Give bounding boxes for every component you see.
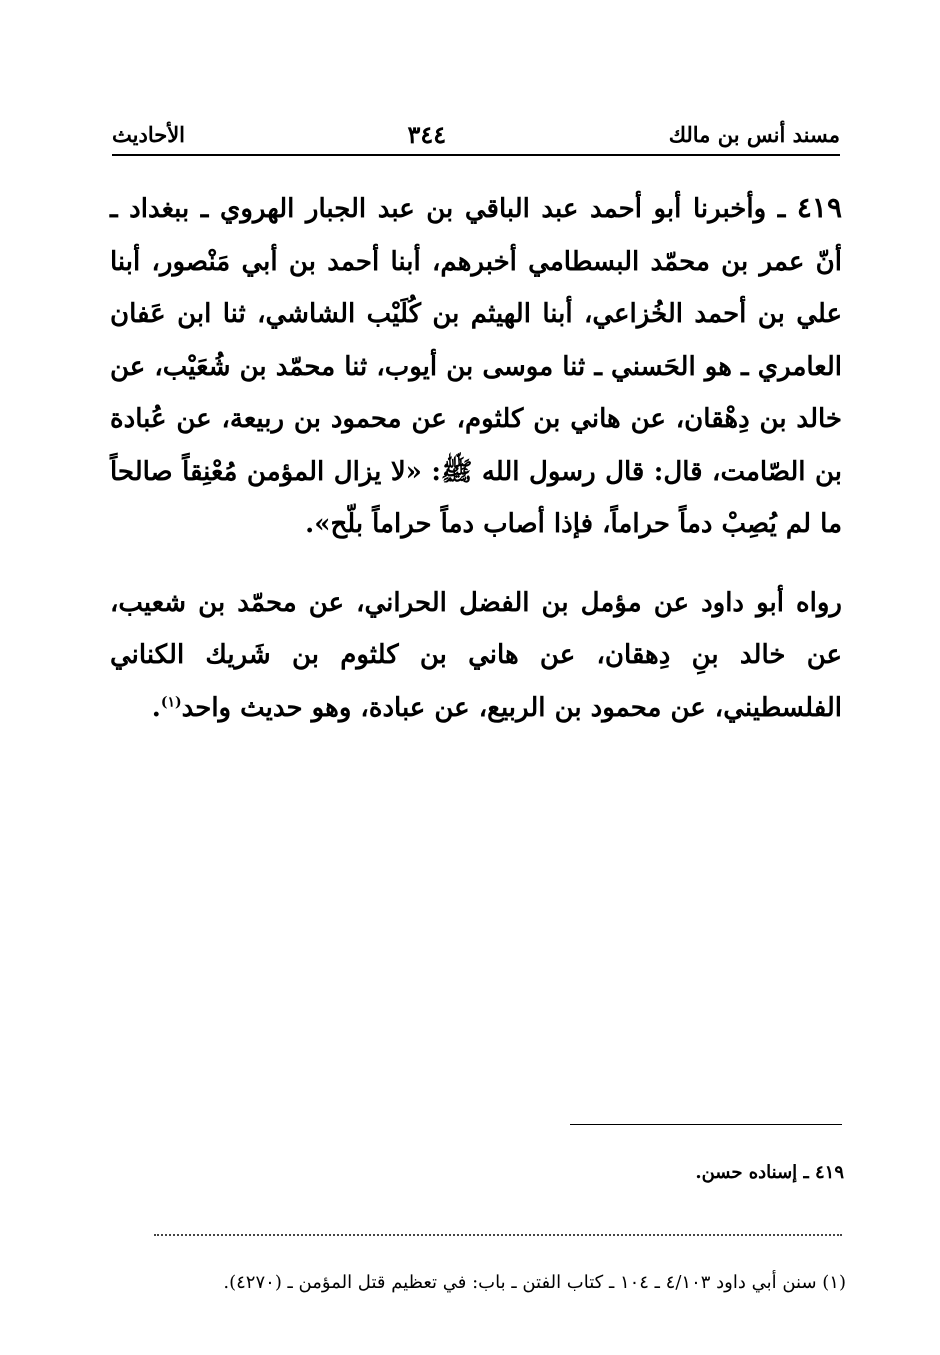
running-header (112, 118, 840, 152)
grading-text: ـ إسناده حسن. (695, 1162, 815, 1183)
section-title: الأحاديث (112, 122, 186, 147)
footnote-reference: (١) (160, 693, 182, 710)
takhrij-text: رواه أبو داود عن مؤمل بن الفضل الحراني، عن محمّد بن شعيب، عن خالد بنِ دِهقان، عن هاني بن كلثوم بن شَريك الكناني الفلسطيني، عن محمود بن الربيع، عن عبادة، وهو حديث واحد (110, 587, 842, 723)
dotted-separator (154, 1234, 842, 1236)
hadith-paragraph (110, 182, 842, 551)
page-number: ٣٤٤ (407, 120, 447, 149)
hadith-text: ـ وأخبرنا أبو أحمد عبد الباقي بن عبد الجبار الهروي ـ ببغداد ـ أنّ عمر بن محمّد البسطامي أخبرهم، أبنا أحمد بن أبي مَنْصور، أبنا علي بن أحمد الخُزاعي، أبنا الهيثم بن كُلَيْب الشاشي، ثنا ابن عَفان العامري ـ هو الحَسني ـ ثنا موسى بن أيوب، ثنا محمّد بن شُعَيْب، عن خالد بن دِهْقان، عن هاني بن كلثوم، عن محمود بن ربيعة، عن عُبادة بن الصّامت، قال: قال رسول الله ﷺ: «لا يزال المؤمن مُعْنِقاً صالحاً ما لم يُصِبْ دماً حراماً، فإذا أصاب دماً حراماً بلّح». (110, 194, 842, 539)
takhrij-paragraph (110, 577, 842, 735)
footnote-1-text: سنن أبي داود ٤/١٠٣ ـ ١٠٤ ـ كتاب الفتن ـ باب: في تعظيم قتل المؤمن ـ (٤٢٧٠). (223, 1272, 823, 1293)
header-rule (112, 154, 840, 156)
main-text (110, 182, 842, 734)
takhrij-end: . (151, 692, 161, 723)
book-title: مسند أنس بن مالك (668, 122, 840, 147)
footnote-rule (570, 1124, 842, 1125)
grading-number: ٤١٩ (814, 1162, 844, 1183)
hadith-number: ٤١٩ (796, 191, 842, 224)
grading-note (695, 1155, 844, 1191)
footnote-1 (223, 1265, 846, 1301)
footnote-1-marker: (١) (822, 1272, 846, 1293)
